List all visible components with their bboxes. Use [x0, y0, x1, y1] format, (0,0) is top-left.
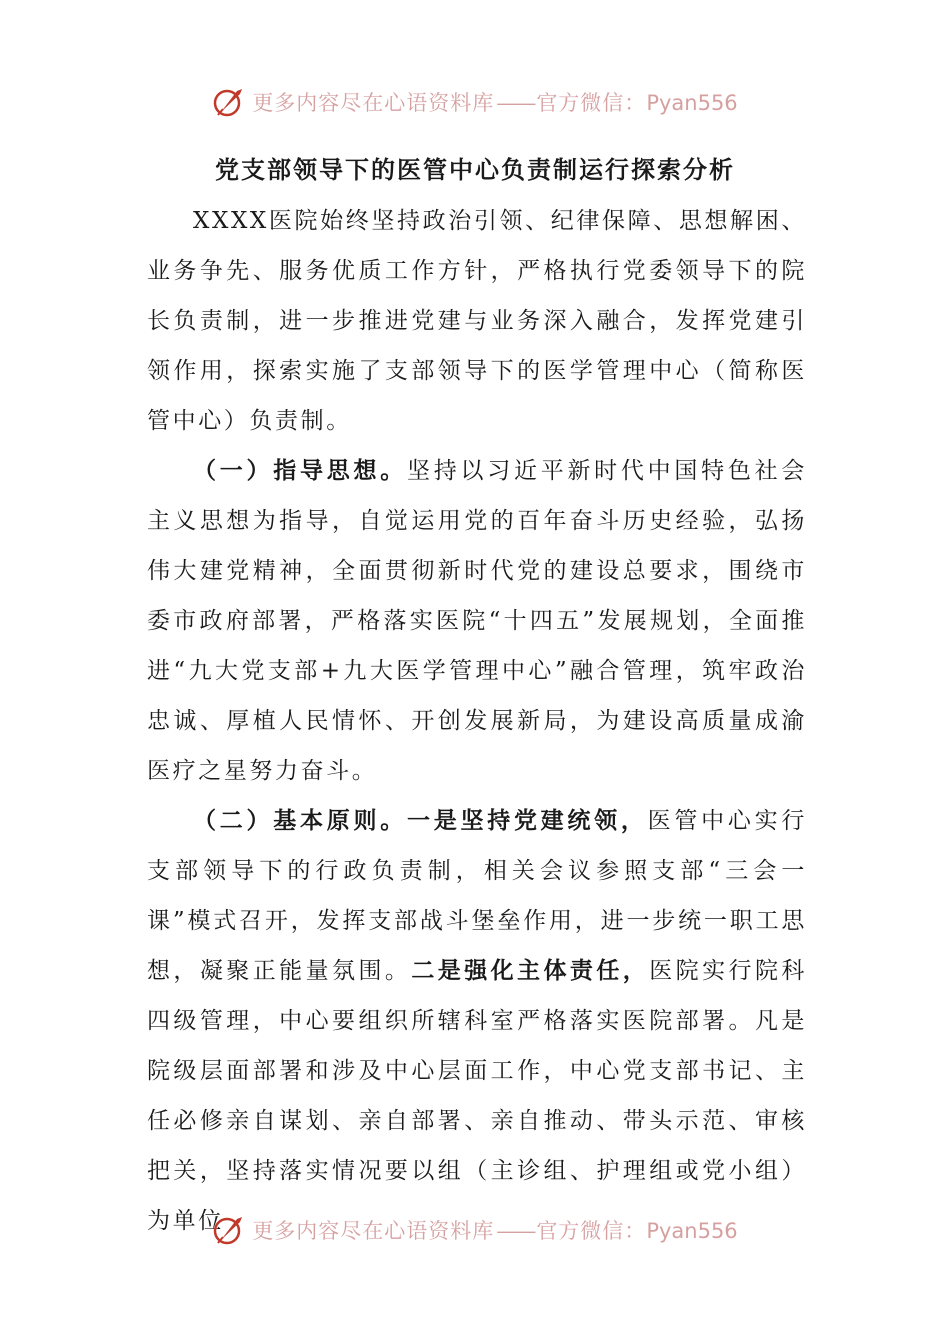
section-heading: （二）基本原则。一是坚持党建统领，	[193, 807, 648, 834]
subsection-heading: 二是强化主体责任，	[411, 957, 650, 984]
footer-watermark-banner	[0, 1210, 950, 1250]
header-watermark-banner	[0, 82, 950, 122]
paragraph-intro: XXXX医院始终坚持政治引领、纪律保障、思想解困、业务争先、服务优质工作方针，严格执行党委领导下的院长负责制，进一步推进党建与业务深入融合，发挥党建引领作用，探索实施了支部领导下的医学管理中心（简称医管中心）负责制。	[147, 208, 807, 434]
document-body	[147, 196, 807, 1246]
document-title: 党支部领导下的医管中心负责制运行探索分析	[215, 155, 735, 184]
quill-pen-icon	[212, 85, 246, 119]
paragraph-basic-principles: （二）基本原则。一是坚持党建统领，医管中心实行支部领导下的行政负责制，相关会议参照支部“三会一课”模式召开，发挥支部战斗堡垒作用，进一步统一职工思想，凝聚正能量氛围。二是强化主体责任，医院实行院科四级管理，中心要组织所辖科室严格落实医院部署。凡是院级层面部署和涉及中心层面工作，中心党支部书记、主任必修亲自谋划、亲自部署、亲自推动、带头示范、审核把关，坚持落实情况要以组（主诊组、护理组或党小组）为单位	[147, 807, 807, 1234]
quill-pen-icon	[212, 1213, 246, 1247]
banner-text: 更多内容尽在心语资料库——官方微信：Pyan556	[252, 91, 738, 115]
paragraph-guiding-thought: （一）指导思想。坚持以习近平新时代中国特色社会主义思想为指导，自觉运用党的百年奋斗历史经验，弘扬伟大建党精神，全面贯彻新时代党的建设总要求，围绕市委市政府部署，严格落实医院“十四五”发展规划，全面推进“九大党支部+九大医学管理中心”融合管理，筑牢政治忠诚、厚植人民情怀、开创发展新局，为建设高质量成渝医疗之星努力奋斗。	[147, 457, 807, 784]
banner-text: 更多内容尽在心语资料库——官方微信：Pyan556	[252, 1219, 738, 1243]
section-heading: （一）指导思想。	[193, 457, 407, 484]
